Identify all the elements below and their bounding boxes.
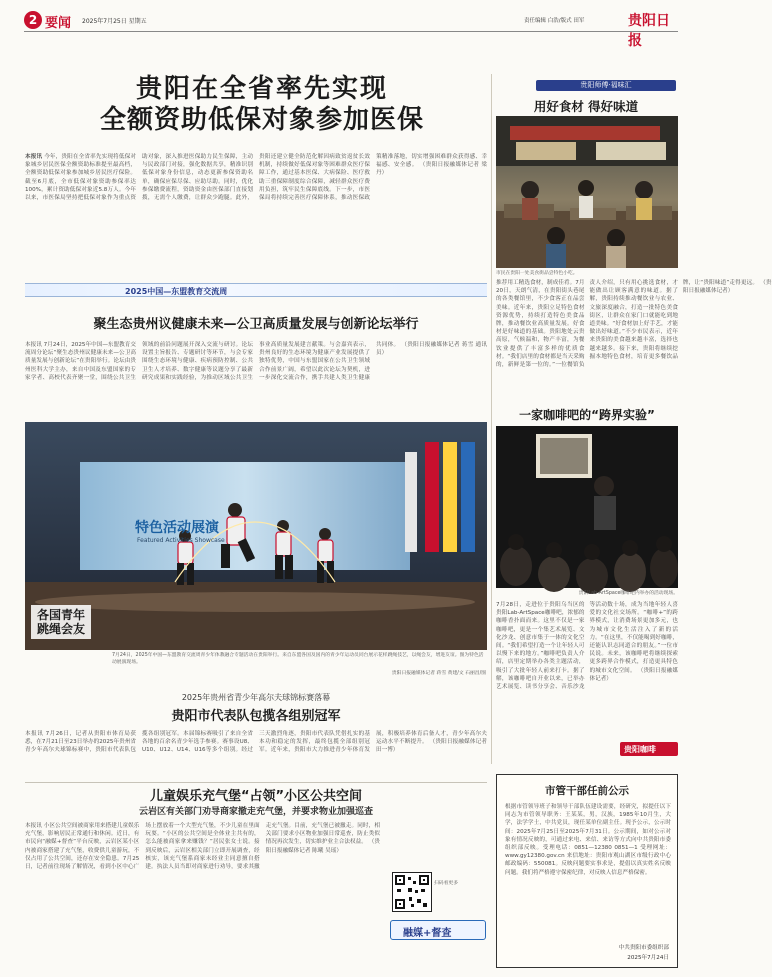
media-oversight-logo (390, 920, 486, 940)
lead-headline-line1: 贵阳在全省率先实现 (135, 74, 388, 104)
kids-headline-line1: 儿童娱乐充气堡“占领”小区公共空间 (149, 789, 363, 804)
cafe-photo (496, 426, 678, 588)
public-notice (496, 774, 678, 968)
kids-headline (25, 788, 487, 819)
overlay-line2: 跳绳会友 (37, 622, 86, 636)
media-oversight-logo-text: 融媒+督查 (403, 928, 452, 939)
cafe-column-logo (620, 742, 678, 756)
qr-label: 扫码看更多 (434, 881, 458, 886)
notice-footer-date: 2025年7月24日 (627, 955, 669, 961)
page-number-badge: 2 (24, 11, 42, 29)
cafe-text: 7月28日，走进位于贵阳乌当区的贵阳Lab-ArtSpace咖啡吧，浓郁的咖啡香扑面而来。这里不仅是一家咖啡吧，更是一个集艺术展览、文化沙龙、创意市集于一体的文化空间。“我们希望打造一个让年轻人可以慢下来的地方。”咖啡吧负责人介绍，店里定期举办各类主题活动，吸引了大批年轻人前来打卡。据了解，该咖啡吧自开业以来，已举办艺术展览、读书分享会、音乐沙龙等活动数十场，成为当地年轻人喜爱的文化社交场所。“咖啡+”的跨界模式，让消费场景更加多元，也为城市文化生活注入了新的活力。“在这里，不仅能喝到好咖啡，还能认识志同道合的朋友。”一位市民说。未来，该咖啡吧将继续探索更多跨界合作模式，打造更具特色的城市文化空间。 (496, 602, 678, 691)
kids-source: （贵阳日报融媒体记者 陈曦 吴瑶） (265, 839, 380, 854)
lower-rule (25, 782, 487, 783)
forum-text: 本报讯 7月24日，2025年中国—东盟教育交流周分论坛“聚生态贵州议健康未来—公卫高质量发展与创新论坛”在贵阳举行。论坛由贵州医科大学主办，来自中国及东盟国家的专家学者、高校代表齐聚一堂，围绕公共卫生领域的前沿问题展开深入交流与研讨。论坛设置主旨报告、专题研讨等环节，与会专家围绕生态环境与健康、疾病预防控制、公共卫生人才培养、数字健康等议题分享了最新研究成果和实践经验，为推动区域公共卫生事业高质量发展建言献策。与会嘉宾表示，贵州良好的生态环境为健康产业发展提供了独特优势，中国与东盟国家在公共卫生领域合作前景广阔，希望以此次论坛为契机，进一步深化交流合作，携手共建人类卫生健康共同体。 (25, 342, 400, 381)
lead-body (25, 153, 487, 271)
cafe-photo-caption: 贵阳Lab-ArtSpace咖啡吧内举办的活动现场。 (578, 591, 678, 596)
jump-rope-overlay-title (31, 605, 91, 639)
lead-text: 今年，贵阳在全省率先实现将低保对象城乡居民医保全额资助标准提至最高档，全额资助低保对象参加城乡居民医疗保险。截至6月底，全市低保对象资助参保率达100%，累计资助低保对象近5.8万人。今年以来，市医保局坚持把低保对象作为重点资助对象，深入推进医保助力民生保障，主动与民政部门对接，强化数据共享，精准识别低保对象身份信息，动态更新参保资助名单，确保应保尽保、应助尽助。同时，优化参保缴费流程，资助资金由医保部门直接划拨，无需个人缴费，让群众少跑腿。此外，贵阳还建立健全防范化解因病致贫返贫长效机制，持续做好低保对象等困难群众医疗保障工作，通过基本医保、大病保险、医疗救助三重保障制度综合保障，减轻群众医疗费用负担，筑牢民生保障底线。下一步，市医保局将持续完善医疗保障体系，推动医保政策精准落地，切实增强困难群众获得感、幸福感、安全感。 (25, 154, 487, 202)
forum-source: （贵阳日报融媒体记者 蒋雪 通讯员） (376, 342, 487, 357)
forum-body (25, 341, 487, 417)
golf-text: 本报讯 7月26日，记者从贵阳市体育局获悉，在7月21日至23日举办的2025年贵州省青少年高尔夫球锦标赛中，贵阳市代表队包揽各组别冠军。本届锦标赛吸引了来自全省各地的百余名青少年选手参赛。赛事设U8、U10、U12、U14、U16等多个组别。经过三天激烈角逐，贵阳市代表队凭借扎实的基本功和稳定的发挥，最终包揽全部组别冠军。近年来，贵阳市大力推进青少年体育发展，积极培养体育后备人才，青少年高尔夫运动水平不断提升。 (25, 731, 487, 754)
golf-source: （贵阳日报融媒体记者 田一博） (376, 739, 487, 754)
lead-headline (72, 74, 452, 136)
food-body (496, 279, 772, 375)
notice-title: 市管干部任前公示 (545, 785, 629, 797)
editor-credit: 责任编辑 白浩/版式 田军 (524, 18, 585, 24)
jump-rope-photo (25, 422, 487, 650)
food-photo-caption: 市民在贵阳一处美食街品尝特色小吃。 (496, 271, 578, 276)
overlay-line1: 各国青年 (37, 608, 86, 622)
stage-screen-subtitle: Featured Activities Showcase (137, 537, 225, 544)
food-source: （贵阳日报融媒体记者） (683, 280, 772, 295)
lead-byline: 本报讯 (25, 154, 43, 160)
food-street-photo (496, 116, 678, 268)
food-kicker: 贵阳师傅·福味汇 (536, 80, 676, 91)
forum-headline: 聚生态贵州议健康未来—公卫高质量发展与创新论坛举行 (93, 317, 419, 332)
cafe-title: 一家咖啡吧的“跨界实验” (519, 408, 655, 422)
cafe-body (496, 601, 678, 729)
stage-screen-title: 特色活动展演 (135, 520, 219, 536)
jump-rope-credit: 贵阳日报融媒体记者 蒋雪 黄建/文 石丽昌/图 (391, 671, 486, 676)
cafe-logo-text: 贵阳咖啡 (624, 745, 656, 754)
notice-body: 根据市管领导班子和领导干部队伍建设需要，经研究，拟提任以下同志为市管领导职务：王某某，男，汉族，1985年10月生，大学，法学学士，中共党员，现任某单位副主任。现予公示，公示时间：2025年7月25日至2025年7月31日。公示期间，如对公示对象有情况反映的，可通过来电、来信、来访等方式向中共贵阳市委组织部反映。受理电话：0851—12380 0851—1 受理网址：www.gy12380.gov.cn 来信地址：贵阳市观山湖区市级行政中心 邮政编码：550081。反映问题要实事求是，提倡以真实姓名反映问题。我们将严格遵守保密纪律，对反映人信息严格保密。 (505, 804, 671, 876)
masthead (24, 10, 678, 49)
lead-headline-line2: 全额资助低保对象参加医保 (99, 105, 424, 135)
forum-banner (25, 283, 487, 297)
column-divider (491, 74, 492, 764)
kids-text: 本报讯 小区公共空间被商家用来搭建儿童娱乐充气堡，影响居民正常通行和休闲。近日，有市民向“融媒+督查”平台反映，云岩区某小区内被商家搭建了充气堡，收费供儿童游玩，不仅占用了公共空间，还存在安全隐患。7月25日，记者前往现场了解情况，看到小区中心广场上摆放着一个大型充气堡，不少儿童在里面玩耍。“小区的公共空间是全体业主共有的，怎么能被商家拿来赚钱？”居民张女士说。接到反映后，云岩区相关部门立即开展调查，经核实，该充气堡系商家未经业主同意擅自搭建。执法人员当即对商家进行劝导，要求其撤走充气堡。目前，充气堡已被撤走。同时，相关部门要求小区物业加强日常巡查，防止类似情况再次发生，切实维护业主合法权益。 (25, 823, 380, 871)
lead-source: （贵阳日报融媒体记者 梁丹） (376, 162, 487, 177)
kids-body (25, 822, 380, 970)
section-name: 要闻 (45, 16, 72, 31)
newspaper-logo: 贵阳日报 (628, 13, 670, 49)
food-title: 用好食材 得好味道 (533, 99, 639, 114)
issue-date: 2025年7月25日 星期五 (82, 18, 147, 25)
food-text: 推荐用工精选食材，制成佳肴。7月20日，天朗气清，在贵阳街头巷尾的各类餐馆里，不少食客正在品尝美味。近年来，贵阳立足特色食材资源优势，持续打造特色美食品牌，推动餐饮业高质量发展。好食材是好味道的基础。贵阳地处云贵高原，气候温和，物产丰富，为餐饮业提供了丰富多样的优质食材。“我们店里的食材都是当天采购的，新鲜是第一位的。”一位餐馆负责人介绍，只有用心挑选食材，才能做出让顾客满意的味道。据了解，贵阳持续推动餐饮业与农业、文旅深度融合，打造一批特色美食街区，让群众在家门口就能吃到地道美味。“好食材加上好手艺，才能做出好味道。”不少市民表示，近年来贵阳的美食越来越丰富，选择也越来越多。接下来，贵阳将继续挖掘本地特色食材，培育更多餐饮品牌，让“贵阳味道”走得更远。 (496, 280, 759, 369)
cafe-source: （贵阳日报融媒体记者） (589, 667, 678, 682)
masthead-rule (24, 31, 678, 32)
golf-body (25, 730, 487, 776)
golf-kicker: 2025年贵州省青少年高尔夫球锦标赛落幕 (181, 693, 331, 702)
notice-footer-org: 中共贵阳市委组织部 (618, 945, 669, 951)
golf-headline: 贵阳市代表队包揽各组别冠军 (171, 709, 341, 724)
forum-banner-text: 2025中国—东盟教育交流周 (125, 287, 228, 296)
kids-headline-line2: 云岩区有关部门劝导商家撤走充气堡，并要求物业加强巡查 (138, 807, 373, 817)
jump-rope-caption: 7月24日，2025年中国—东盟教育交流周青少年体教融合专题活动在贵阳举行。来自东盟各国及国内的青少年运动员同台展示花样跳绳技艺，以绳会友，增进友谊。图为特色活动展演现场。 (112, 653, 484, 665)
qr-code[interactable] (392, 872, 432, 912)
